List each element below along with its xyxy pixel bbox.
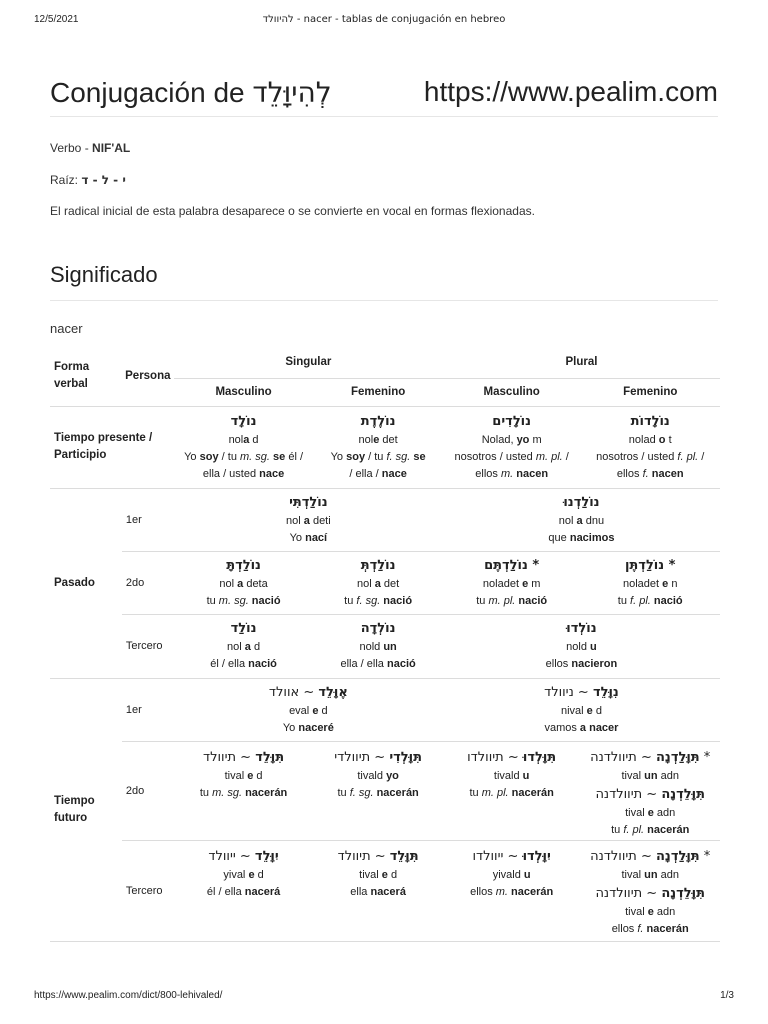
page-title [50, 76, 332, 109]
binyan-value: NIF'AL [92, 141, 131, 155]
page-number: 1/3 [720, 990, 734, 1001]
translit-past-p1: nol a dnu [558, 514, 605, 527]
translit-past-fp2: noladet e n [622, 577, 678, 590]
row-future-3 [50, 840, 720, 941]
hw-past-s1: נוֹלַדְתִּי [289, 494, 328, 510]
label-past: Pasado [50, 488, 122, 678]
hw-present-ms: נוֹלָד [230, 413, 257, 429]
translit-past-s1: nol a deti [286, 514, 331, 527]
present-fp [580, 406, 720, 488]
hw-past-ms3: נוֹלַד [230, 621, 257, 636]
label-present: Tiempo presente / Participio [50, 406, 174, 488]
verb-meta [50, 141, 718, 218]
translit-present-fp: nolad o t [628, 433, 672, 446]
meaning-text: nacer [50, 321, 83, 336]
hw-future-ms2: תִּוָּלֵד ~ תיוולד [203, 749, 285, 765]
site-link[interactable]: https://www.pealim.com [423, 76, 718, 107]
translit-present-ms: nola d [228, 433, 259, 446]
past-mp2 [443, 551, 581, 614]
translit-future-fp2b: tival e adn [625, 806, 676, 819]
col-fem-pl: Femenino [580, 378, 720, 406]
hw-future-fs2: תִּוָּלְדִי ~ תיוולדי [334, 749, 422, 765]
footer-url[interactable]: https://www.pealim.com/dict/800-lehivaled/ [34, 990, 223, 1001]
row-future-2 [50, 741, 720, 840]
hw-present-fs: נוֹלֶדֶת [360, 413, 396, 429]
title-hebrew: לְהִיוָּלֵד [252, 76, 332, 109]
future-mp2 [443, 741, 581, 840]
meaning-heading: Significado [50, 262, 718, 301]
meaning-future-s1: Yo naceré [282, 721, 334, 734]
meaning-present-fs: Yo soy / tu f. sg. se / ella / nace [330, 450, 426, 480]
translit-past-p3: nold u [566, 641, 597, 653]
col-singular: Singular [174, 346, 443, 378]
meaning-past-fs3: ella / ella nació [340, 658, 416, 670]
meaning-past-fs2: tu f. sg. nació [344, 594, 413, 607]
meaning-future-ms3: él / ella nacerá [206, 885, 281, 898]
main-content [50, 70, 718, 336]
translit-future-fp2a: tival un adn [621, 769, 679, 782]
root-value: י - ל - ד [81, 173, 126, 187]
hw-future-fp3a: תִּוָּלַדְנָה ~ תיוולדנה * [590, 848, 711, 864]
hw-future-fs3: תִּוָּלֵד ~ תיוולד [337, 848, 419, 864]
translit-future-p1: nival e d [560, 704, 602, 717]
meaning-past-p3: ellos nacieron [545, 658, 618, 670]
translit-future-mp2: tivald u [493, 769, 530, 782]
meaning-present-ms: Yo soy / tu m. sg. se él / ella / usted nace [184, 450, 303, 480]
row-present [50, 406, 720, 488]
present-fs [313, 406, 443, 488]
meaning-past-p1: que nacimos [548, 531, 615, 544]
translit-future-ms3: yival e d [223, 868, 264, 881]
print-header [34, 14, 734, 30]
past-person-3: Tercero [122, 614, 174, 678]
past-ms3 [174, 614, 314, 678]
translit-future-fp3b: tival e adn [625, 905, 676, 918]
table-header-row-1 [50, 346, 720, 378]
future-mp3 [443, 840, 581, 941]
hw-past-p1: נוֹלַדְנוּ [563, 494, 600, 510]
translit-future-fs2: tivald yo [357, 769, 399, 782]
col-forma: Forma verbal [50, 346, 122, 406]
translit-future-mp3: yivald u [492, 868, 531, 881]
hw-present-mp: נוֹלָדִים [492, 413, 532, 429]
future-fs2 [313, 741, 443, 840]
past-p3 [443, 614, 720, 678]
future-fp2 [580, 741, 720, 840]
col-persona: Persona [122, 346, 174, 406]
translit-future-s1: eval e d [289, 704, 328, 717]
future-person-1: 1er [122, 678, 174, 741]
meaning-past-ms3: él / ella nació [210, 658, 277, 670]
meaning-past-s1: Yo nací [289, 531, 328, 544]
row-future-1 [50, 678, 720, 741]
hw-future-fp2b: תִּוָּלֵדְנָה ~ תיוולדנה [595, 786, 705, 802]
translit-present-fs: nole det [358, 433, 398, 446]
future-p1 [443, 678, 720, 741]
translit-past-fs3: nold un [359, 641, 397, 653]
hw-future-fp3b: תִּוָּלֵדְנָה ~ תיוולדנה [595, 885, 705, 901]
meaning-past-fp2: tu f. pl. nació [617, 594, 683, 607]
past-p1 [443, 488, 720, 551]
past-s1 [174, 488, 443, 551]
translit-present-mp: Nolad, yo m [481, 433, 542, 446]
future-person-2: 2do [122, 741, 174, 840]
conjugation-table [50, 346, 720, 942]
col-plural: Plural [443, 346, 720, 378]
translit-past-ms2: nol a deta [219, 577, 268, 590]
hw-future-mp3: יִוָּלְדוּ ~ ייוולדו [472, 848, 551, 864]
meaning-past-ms2: tu m. sg. nació [206, 594, 281, 607]
hw-future-fp2a: תִּוָּלַדְנָה ~ תיוולדנה * [590, 749, 711, 765]
past-fs3 [313, 614, 443, 678]
label-future: Tiempo futuro [50, 678, 122, 941]
translit-past-fs2: nol a det [357, 577, 400, 590]
hw-past-fs3: נוֹלְדָה [360, 621, 396, 636]
meaning-future-mp3: ellos m. nacerán [470, 885, 554, 898]
hw-future-ms3: יִוָּלֵד ~ ייוולד [208, 848, 279, 864]
row-past-3 [50, 614, 720, 678]
past-ms2 [174, 551, 314, 614]
root-label: Raíz: [50, 173, 82, 187]
hw-future-mp2: תִּוָּלְדוּ ~ תיוולדו [467, 749, 557, 765]
future-person-3: Tercero [122, 840, 174, 941]
row-past-1 [50, 488, 720, 551]
meaning-present-fp: nosotros / usted f. pl. / ellos f. nacen [596, 450, 705, 480]
meaning-future-p1: vamos a nacer [544, 721, 619, 734]
translit-future-fp3a: tival un adn [621, 868, 679, 881]
future-ms3 [174, 840, 314, 941]
verb-line [50, 141, 718, 155]
translit-future-fs3: tival e d [359, 868, 398, 881]
title-row [50, 70, 718, 117]
meaning-future-fp2: tu f. pl. nacerán [611, 823, 690, 836]
col-fem-sg: Femenino [313, 378, 443, 406]
future-ms2 [174, 741, 314, 840]
future-s1 [174, 678, 443, 741]
meaning-future-fp3: ellos f. nacerán [611, 922, 689, 935]
hw-past-p3: נוֹלְדוּ [566, 621, 597, 636]
title-prefix: Conjugación de [50, 77, 253, 108]
present-ms [174, 406, 314, 488]
present-mp [443, 406, 581, 488]
meaning-future-mp2: tu m. pl. nacerán [469, 786, 554, 799]
col-masc-sg: Masculino [174, 378, 314, 406]
hw-future-p1: נִוָּלֵד ~ ניוולד [544, 684, 619, 700]
translit-past-ms3: nol a d [227, 641, 261, 653]
row-past-2 [50, 551, 720, 614]
meaning-present-mp: nosotros / usted m. pl. / ellos m. nacen [454, 450, 569, 480]
past-fp2 [580, 551, 720, 614]
print-date: 12/5/2021 [34, 14, 79, 25]
hw-past-fp2: נוֹלַדְתֶּן * [624, 557, 676, 573]
hw-past-ms2: נוֹלַדְתָּ [226, 557, 261, 573]
hw-future-s1: אֶוָּלֵד ~ אוולד [268, 684, 348, 700]
future-fs3 [313, 840, 443, 941]
past-person-1: 1er [122, 488, 174, 551]
translit-past-mp2: noladet e m [482, 577, 541, 590]
past-fs2 [313, 551, 443, 614]
future-fp3 [580, 840, 720, 941]
past-person-2: 2do [122, 551, 174, 614]
verb-note: El radical inicial de esta palabra desaparece o se convierte en vocal en formas flexionadas. [50, 204, 535, 218]
hw-present-fp: נוֹלָדוֹת [630, 413, 670, 429]
hw-past-mp2: נוֹלַדְתֶּם * [484, 557, 540, 573]
hw-past-fs2: נוֹלַדְתְּ [360, 557, 396, 573]
col-masc-pl: Masculino [443, 378, 581, 406]
root-line [50, 173, 718, 187]
meaning-past-mp2: tu m. pl. nació [476, 594, 548, 607]
print-title: להיוולד - nacer - tablas de conjugación en hebreo [262, 14, 506, 25]
meaning-future-ms2: tu m. sg. nacerán [199, 786, 288, 799]
verb-label: Verbo - [50, 141, 93, 155]
meaning-future-fs3: ella nacerá [350, 885, 406, 898]
meaning-future-fs2: tu f. sg. nacerán [337, 786, 419, 799]
translit-future-ms2: tival e d [224, 769, 263, 782]
